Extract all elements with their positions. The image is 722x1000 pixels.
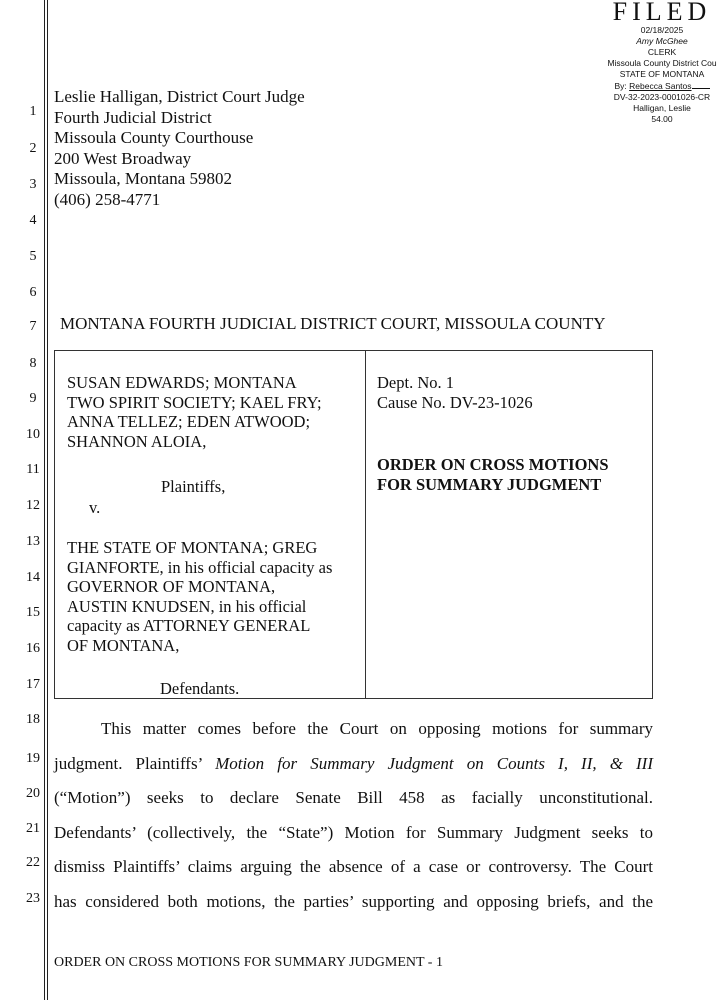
line-number: 5 [29,249,37,264]
body-line [54,747,653,782]
stamp-case-number: DV-32-2023-0001026-CR [613,92,711,102]
line-number: 17 [26,677,40,692]
dept-number: Dept. No. 1 [377,373,454,392]
order-body [54,712,653,919]
defendant-line: THE STATE OF MONTANA; GREG [67,538,318,557]
cause-number: Cause No. DV-23-1026 [377,392,533,412]
line-number: 18 [26,712,40,727]
plaintiff-line: ANNA TELLEZ; EDEN ATWOOD; [67,412,311,431]
order-title-line: FOR SUMMARY JUDGMENT [377,474,602,494]
order-title-line: ORDER ON CROSS MOTIONS [377,455,609,474]
defendant-line: AUSTIN KNUDSEN, in his official [67,596,307,616]
line-number: 20 [26,786,40,801]
body-text-run: judgment. Plaintiffs’ [54,753,216,773]
stamp-by-label: By: [614,81,627,91]
line-number: 9 [29,391,37,406]
clerk-title: CLERK [647,47,677,57]
plaintiff-line: SUSAN EDWARDS; MONTANA [67,373,297,392]
line-number: 11 [26,462,40,477]
line-number: 2 [29,141,37,156]
clerk-name: Amy McGhee [636,36,688,46]
body-line: dismiss Plaintiffs’ claims arguing the absence of a case or controversy. The Court [54,857,653,876]
line-number: 23 [26,891,40,906]
address-line: Missoula, Montana 59802 [54,169,233,188]
body-line: (“Motion”) seeks to declare Senate Bill 458 as facially unconstitutional. [54,788,653,807]
stamp-code: 54.00 [651,114,673,124]
motion-title-italic: Motion for Summary Judgment on Counts I, II, & III [215,753,654,773]
address-line: (406) 258-4771 [54,189,161,209]
case-numbers [377,373,533,412]
caption-divider [365,351,366,698]
stamp-state: STATE OF MONTANA [619,69,705,79]
stamp-judge: Halligan, Leslie [633,103,691,113]
court-title: MONTANA FOURTH JUDICIAL DISTRICT COURT, MISSOULA COUNTY [60,314,606,333]
line-number: 4 [29,213,37,228]
defendant-line: GOVERNOR OF MONTANA, [67,577,276,596]
body-line: has considered both motions, the parties’ supporting and opposing briefs, and the [54,891,653,911]
line-number: 8 [29,356,37,371]
line-number: 21 [26,821,40,836]
stamp-by [602,80,722,92]
plaintiffs-label: Plaintiffs, [161,477,226,496]
order-title [377,455,609,494]
versus-label: v. [89,498,101,517]
defendant-line: OF MONTANA, [67,635,180,655]
address-line: Missoula County Courthouse [54,128,254,147]
filed-date: 02/18/2025 [640,25,684,35]
line-number: 16 [26,641,40,656]
line-number: 7 [29,319,37,334]
line-number: 12 [26,498,40,513]
line-number: 15 [26,605,40,620]
line-number: 22 [26,855,40,870]
case-caption-box [54,350,653,699]
plaintiff-line: TWO SPIRIT SOCIETY; KAEL FRY; [67,392,322,412]
line-number: 3 [29,177,37,192]
filed-label: FILED [612,0,712,26]
body-line: Defendants’ (collectively, the “State”) Motion for Summary Judgment seeks to [54,822,653,842]
body-line: This matter comes before the Court on opposing motions for summary [101,719,653,738]
line-number: 10 [26,427,40,442]
line-number: 14 [26,570,40,585]
plaintiff-line: SHANNON ALOIA, [67,431,207,451]
stamp-by-name: Rebecca Santos [629,81,692,91]
address-line: 200 West Broadway [54,148,192,168]
defendants-label: Defendants. [160,679,240,698]
line-number: 19 [26,751,40,766]
plaintiffs-list [67,373,322,451]
filed-stamp [602,0,722,125]
line-number: 1 [29,104,37,119]
judge-address-block [54,87,305,210]
address-line: Fourth Judicial District [54,107,212,127]
defendant-line: capacity as ATTORNEY GENERAL [67,616,311,635]
margin-rule-left-double [47,0,48,1000]
address-line: Leslie Halligan, District Court Judge [54,87,305,106]
page-footer: ORDER ON CROSS MOTIONS FOR SUMMARY JUDGMENT - 1 [54,955,443,970]
defendant-line: GIANFORTE, in his official capacity as [67,557,333,577]
line-number: 6 [29,285,37,300]
stamp-county: Missoula County District Cou [607,58,717,68]
defendants-list [67,538,332,655]
line-number: 13 [26,534,40,549]
